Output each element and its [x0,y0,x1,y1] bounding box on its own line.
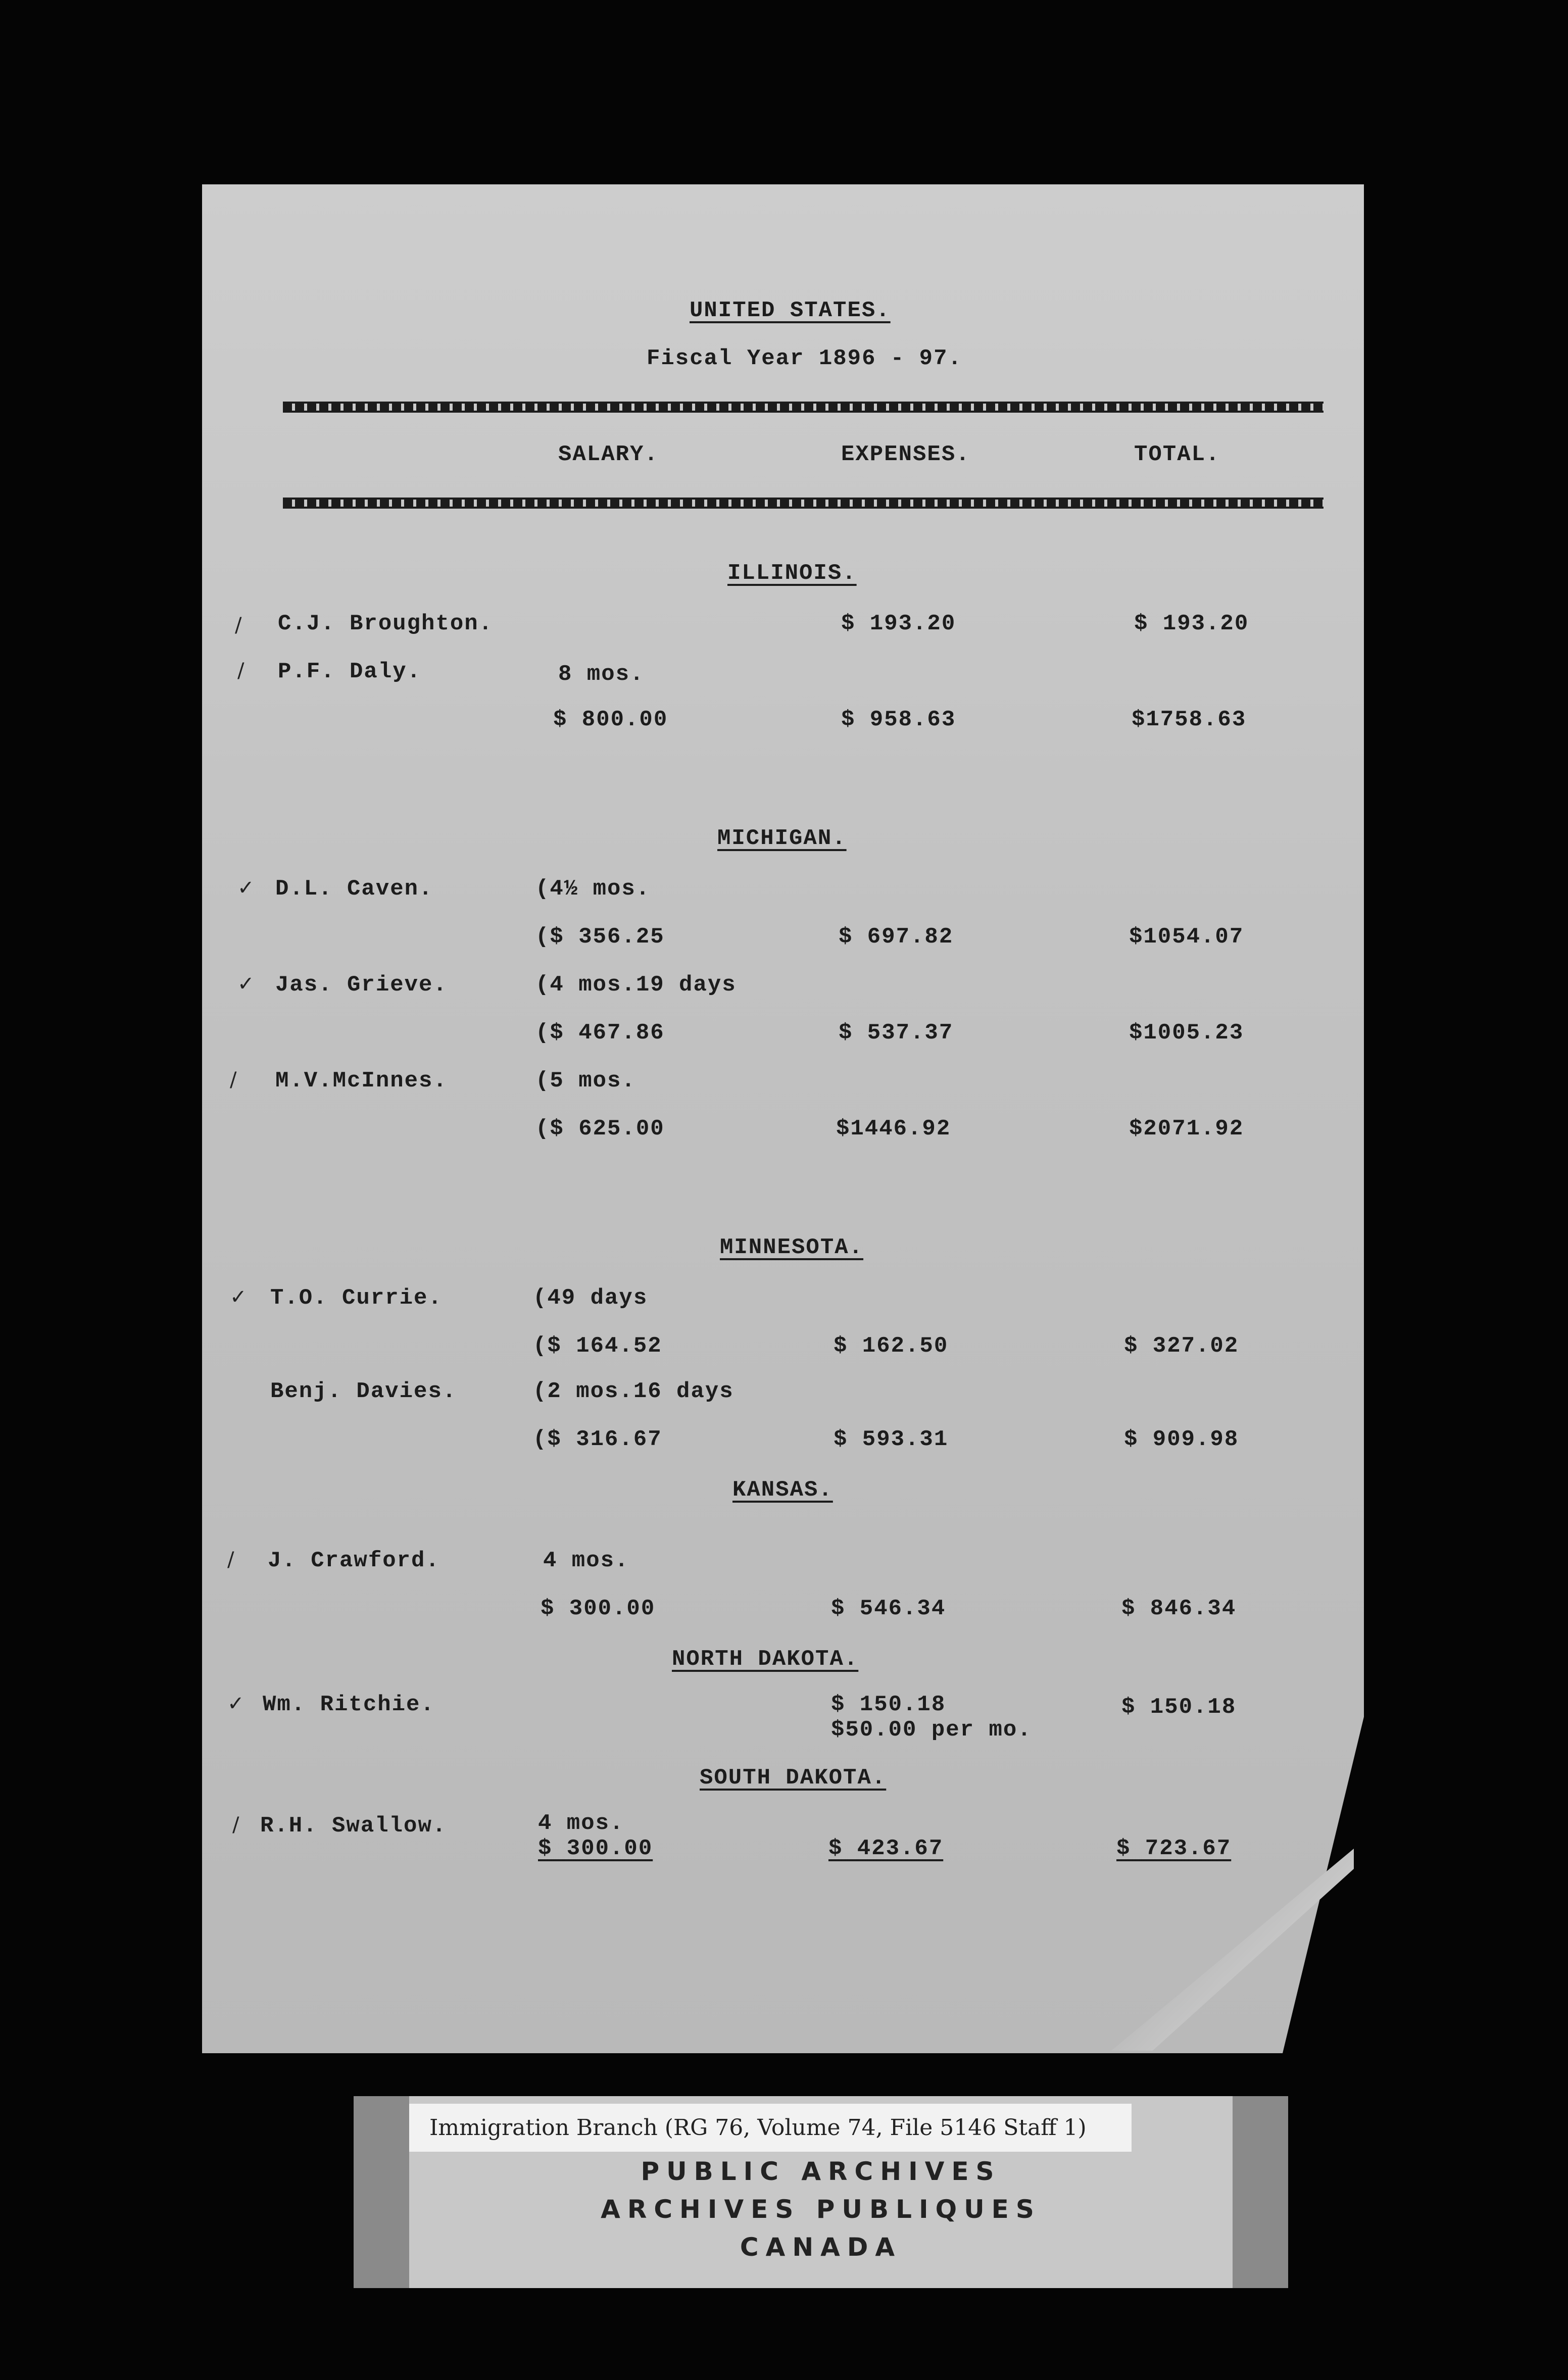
header-rule-top [283,402,1324,413]
expenses-davies: $ 593.31 [834,1427,949,1452]
total-grieve: $1005.23 [1129,1020,1244,1046]
archive-line-2: ARCHIVES PUBLIQUES [601,2195,1041,2224]
archive-line-3: CANADA [740,2233,902,2262]
check-mark: / [235,614,242,637]
salary-swallow: $ 300.00 [538,1836,653,1861]
name-daly: P.F. Daly. [278,659,422,684]
archive-tag: Immigration Branch (RG 76, Volume 74, File 5146 Staff 1) [409,2104,1132,2152]
section-south-dakota: SOUTH DAKOTA. [700,1765,887,1791]
expenses-swallow: $ 423.67 [828,1836,944,1861]
salary-caven: ($ 356.25 [535,924,665,950]
period-swallow: 4 mos. [538,1811,624,1836]
period-davies: (2 mos.16 days [533,1379,734,1404]
check-mark: ✓ [230,1285,247,1309]
check-mark: / [227,1548,234,1571]
salary-grieve: ($ 467.86 [535,1020,665,1046]
section-michigan: MICHIGAN. [717,826,847,851]
total-ritchie: $ 150.18 [1121,1695,1237,1720]
name-mcinnes: M.V.McInnes. [275,1068,448,1094]
period-grieve: (4 mos.19 days [535,972,737,998]
name-currie: T.O. Currie. [270,1285,443,1311]
salary-daly: $ 800.00 [553,707,668,732]
total-davies: $ 909.98 [1124,1427,1239,1452]
period-crawford: 4 mos. [543,1548,629,1573]
total-swallow: $ 723.67 [1116,1836,1232,1861]
expenses-crawford: $ 546.34 [831,1596,946,1621]
column-salary: SALARY. [558,442,659,467]
total-currie: $ 327.02 [1124,1333,1239,1359]
expenses-broughton: $ 193.20 [841,611,956,636]
total-broughton: $ 193.20 [1134,611,1249,636]
check-mark: / [230,1068,237,1092]
check-mark: ✓ [237,972,255,996]
salary-crawford: $ 300.00 [541,1596,656,1621]
name-crawford: J. Crawford. [268,1548,440,1573]
total-daly: $1758.63 [1132,707,1247,732]
section-north-dakota: NORTH DAKOTA. [672,1647,859,1672]
expenses-note-ritchie: $50.00 per mo. [831,1717,1032,1743]
fiscal-year: Fiscal Year 1896 - 97. [647,346,962,371]
expenses-caven: $ 697.82 [839,924,954,950]
check-mark: ✓ [237,876,255,900]
expenses-daly: $ 958.63 [841,707,956,732]
column-total: TOTAL. [1134,442,1220,467]
check-mark: ✓ [227,1692,244,1715]
expenses-currie: $ 162.50 [834,1333,949,1359]
section-illinois: ILLINOIS. [727,561,857,586]
period-mcinnes: (5 mos. [535,1068,636,1094]
name-ritchie: Wm. Ritchie. [263,1692,435,1717]
name-swallow: R.H. Swallow. [260,1813,447,1839]
total-mcinnes: $2071.92 [1129,1116,1244,1142]
column-expenses: EXPENSES. [841,442,970,467]
period-caven: (4½ mos. [535,876,651,902]
expenses-grieve: $ 537.37 [839,1020,954,1046]
name-caven: D.L. Caven. [275,876,433,902]
period-currie: (49 days [533,1285,648,1311]
header-rule-bottom [283,498,1324,509]
salary-currie: ($ 164.52 [533,1333,662,1359]
name-broughton: C.J. Broughton. [278,611,494,636]
expenses-ritchie: $ 150.18 [831,1692,946,1717]
period-daly: 8 mos. [558,662,645,687]
salary-davies: ($ 316.67 [533,1427,662,1452]
section-kansas: KANSAS. [732,1477,833,1503]
check-mark: / [232,1813,239,1837]
section-minnesota: MINNESOTA. [720,1235,864,1260]
document-title: UNITED STATES. [690,298,891,323]
check-mark: / [237,659,244,682]
expenses-mcinnes: $1446.92 [836,1116,951,1142]
name-grieve: Jas. Grieve. [275,972,448,998]
salary-mcinnes: ($ 625.00 [535,1116,665,1142]
total-caven: $1054.07 [1129,924,1244,950]
total-crawford: $ 846.34 [1121,1596,1237,1621]
name-davies: Benj. Davies. [270,1379,457,1404]
archive-line-1: PUBLIC ARCHIVES [641,2157,1001,2186]
